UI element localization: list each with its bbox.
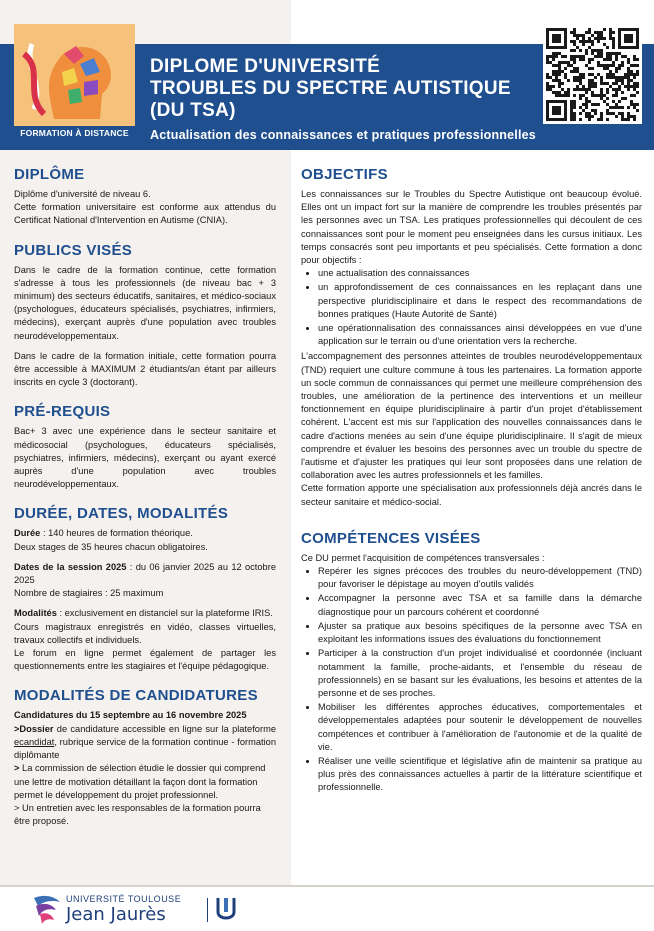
- list-item: • Ajuster sa pratique aux besoins spécifiques de la personne avec TSA en exploitant les informations issues des évaluations du fonctionnement: [318, 620, 642, 646]
- list-item: • une opérationnalisation des connaissances ainsi développées en vue d'une application sur le terrain ou d'une orientation vers la recherche.: [318, 322, 642, 348]
- ecandidat-link[interactable]: ecandidat: [14, 736, 55, 747]
- duree-label: Durée: [14, 528, 41, 539]
- section-objectifs: [301, 165, 642, 509]
- heading-competences: COMPÉTENCES VISÉES: [301, 529, 481, 547]
- right-column: [301, 165, 642, 808]
- list-item: • Repérer les signes précoces des troubles du neuro-développement (TND) pour favoriser le dépistage au moyen d'outils validés: [318, 565, 642, 591]
- university-name-line2: Jean Jaurès: [66, 904, 166, 925]
- heading-objectifs: OBJECTIFS: [301, 166, 388, 183]
- publics-p2: Dans le cadre de la formation initiale, cette formation pourra être accessible à MAXIMUM 2 étudiants/an étant par ailleurs inscrits en cycle 3 (doctorant).: [14, 350, 276, 388]
- commission-line: [14, 762, 276, 802]
- dossier-text-b: , rubrique service de la formation continue - formation diplômante: [14, 736, 276, 761]
- title-line-1: DIPLOME D'UNIVERSITÉ: [150, 56, 381, 77]
- forum-line: Le forum en ligne permet également de partager les questionnements entre les stagiaires et l'équipe pédagogique.: [14, 648, 276, 672]
- university-emblem-icon: [30, 892, 64, 926]
- university-name-line1: UNIVERSITÉ TOULOUSE: [66, 894, 182, 904]
- diplome-line2: Cette formation universitaire est conforme aux attendus du Certificat National d'Intervention en Autisme (CNIA).: [14, 202, 276, 226]
- dates-line: [14, 561, 276, 587]
- list-item: • Mobiliser les différentes approches éducatives, comportementales et développementales adaptées pour soutenir le développement de nouvelles compétences et contribuer à l'amélioration de l'autonomie et de la qualité de vie.: [318, 701, 642, 754]
- section-prerequis: [14, 402, 276, 491]
- list-item: • Réaliser une veille scientifique et législative afin de maintenir sa pratique au plus près des connaissances actuelles à partir de la littérature scientifique et professionnelle.: [318, 755, 642, 795]
- duree-text: : 140 heures de formation théorique.: [40, 528, 193, 539]
- title-block: [150, 56, 536, 142]
- title-line-2: TROUBLES DU SPECTRE AUTISTIQUE: [150, 78, 511, 99]
- left-column: [14, 165, 276, 841]
- qr-code[interactable]: [543, 25, 642, 124]
- modalites-line: [14, 607, 276, 620]
- objectifs-intro: Les connaissances sur le Troubles du Spectre Autistique ont beaucoup évolué. Elles ont un impact fort sur la manière de comprendre les troubles présentés par les personnes avec un TSA. Les pratiques professionnelles qui découlent de ces connaissances sont pour le moment peu enseignées dans les cursus initiaux. Les temps consacrés sont peu importants et peu spécialisés. Cette formation a donc pour objectifs :: [301, 189, 642, 266]
- commission-marker: >: [14, 763, 20, 774]
- prerequis-text: Bac+ 3 avec une expérience dans le secteur sanitaire et médicosocial (psychologues, éducateurs spécialisés, psychiatres, infirmiers, médecins), exerçant ou ayant exercé auprès d'une population avec troubles neurodéveloppementaux.: [14, 426, 276, 490]
- section-diplome: [14, 165, 276, 228]
- candidatures-dates-text: Candidatures du 15 septembre au 16 novembre 2025: [14, 710, 247, 721]
- diplome-line1: Diplôme d'université de niveau 6.: [14, 189, 151, 199]
- stages-line: Deux stages de 35 heures chacun obligatoires.: [14, 541, 208, 552]
- candidatures-dates: [14, 709, 276, 722]
- heading-candidatures: MODALITÉS DE CANDIDATURES: [14, 687, 258, 705]
- competences-intro: Ce DU permet l'acquisition de compétences transversales :: [301, 552, 545, 563]
- ut-monogram-icon: [216, 896, 236, 924]
- modalites-text: : exclusivement en distanciel sur la plateforme IRIS.: [56, 608, 273, 619]
- heading-publics: PUBLICS VISÉS: [14, 241, 133, 259]
- puzzle-head-illustration: [14, 24, 135, 126]
- footer-divider: [0, 885, 654, 887]
- title-line-3: (DU TSA): [150, 100, 236, 121]
- dates-label: Dates de la session 2025: [14, 561, 127, 572]
- cours-line: Cours magistraux enregistrés en vidéo, classes virtuelles, travaux collectifs et individuels.: [14, 621, 276, 645]
- format-label: FORMATION À DISTANCE: [20, 128, 129, 138]
- section-publics: [14, 241, 276, 390]
- list-item: • une actualisation des connaissances: [318, 267, 642, 280]
- duree-line: [14, 527, 276, 540]
- objectifs-list: [301, 267, 642, 348]
- list-item: • un approfondissement de ces connaissances en les replaçant dans une perspective pluridisciplinaire et dans le respect des recommandations de bonnes pratiques (Haute Autorité de Santé): [318, 281, 642, 321]
- section-candidatures: [14, 686, 276, 828]
- subtitle: Actualisation des connaissances et pratiques professionnelles: [150, 128, 536, 142]
- dossier-marker: >Dossier: [14, 723, 54, 734]
- publics-p1: Dans le cadre de la formation continue, cette formation s'adresse à tous les professionnels (de niveau bac + 3 minimum) des secteurs éducatifs, sanitaires, et médico-sociaux (psychologues, éducateurs spécialisés, psychiatres, infirmiers, médecins), exerçant auprès d'une population avec troubles neurodéveloppementaux.: [14, 264, 276, 341]
- objectifs-p3: Cette formation apporte une spécialisation aux professionnels déjà ancrés dans le secteur sanitaire et médico-social.: [301, 483, 642, 507]
- dates-text: : du 06 janvier 2025 au 12 octobre 2025: [14, 561, 276, 586]
- section-duree: [14, 504, 276, 673]
- competences-list: [301, 565, 642, 794]
- entretien-line: > Un entretien avec les responsables de la formation pourra être proposé.: [14, 802, 261, 827]
- dossier-line: [14, 723, 276, 763]
- footer-separator: [207, 898, 208, 922]
- heading-prerequis: PRÉ-REQUIS: [14, 403, 111, 421]
- modalites-label: Modalités: [14, 608, 57, 619]
- heading-diplome: DIPLÔME: [14, 166, 85, 183]
- list-item: • Accompagner la personne avec TSA et sa famille dans la démarche diagnostique pour un parcours cohérent et coordonné: [318, 592, 642, 618]
- dossier-text-a: de candidature accessible en ligne sur la plateforme: [53, 723, 276, 734]
- section-competences: [301, 529, 642, 795]
- list-item: • Participer à la construction d'un projet individualisé et coordonnée (incluant notamment la famille, proche-aidants, et l'ensemble du réseau de professionnels) en se basant sur les évaluations, les besoins et attentes de la personne et de ses proches.: [318, 647, 642, 700]
- heading-duree: DURÉE, DATES, MODALITÉS: [14, 505, 229, 523]
- program-logo: [14, 24, 135, 148]
- commission-text: La commission de sélection étudie le dossier qui comprend une lettre de motivation détaillant la façon dont la formation permet le développement du projet professionnel.: [14, 763, 266, 800]
- stagiaires-line: Nombre de stagiaires : 25 maximum: [14, 588, 164, 599]
- objectifs-p2: L'accompagnement des personnes atteintes de troubles neurodéveloppementaux (TND) requiert une culture commune à tous les partenaires. La formation apporte un socle commun de connaissances qui permet une meilleure compréhension des troubles, une amélioration de la pertinence des interventions et un meilleur fonctionnement en équipe pluridisciplinaire à partir d'un projet d'établissement cohérent. L'accent est mis sur l'application des nouvelles connaissances dans le cadre d'actions menées au sein d'une équipe pluridisciplinaire. Il s'agit de mieux comprendre et évaluer les besoins des personnes avec un trouble du spectre de l'autisme et d'ajuster les pratiques qui leur sont proposées dans une relation de collaboration avec les autres professionnels et les familles.: [301, 351, 642, 481]
